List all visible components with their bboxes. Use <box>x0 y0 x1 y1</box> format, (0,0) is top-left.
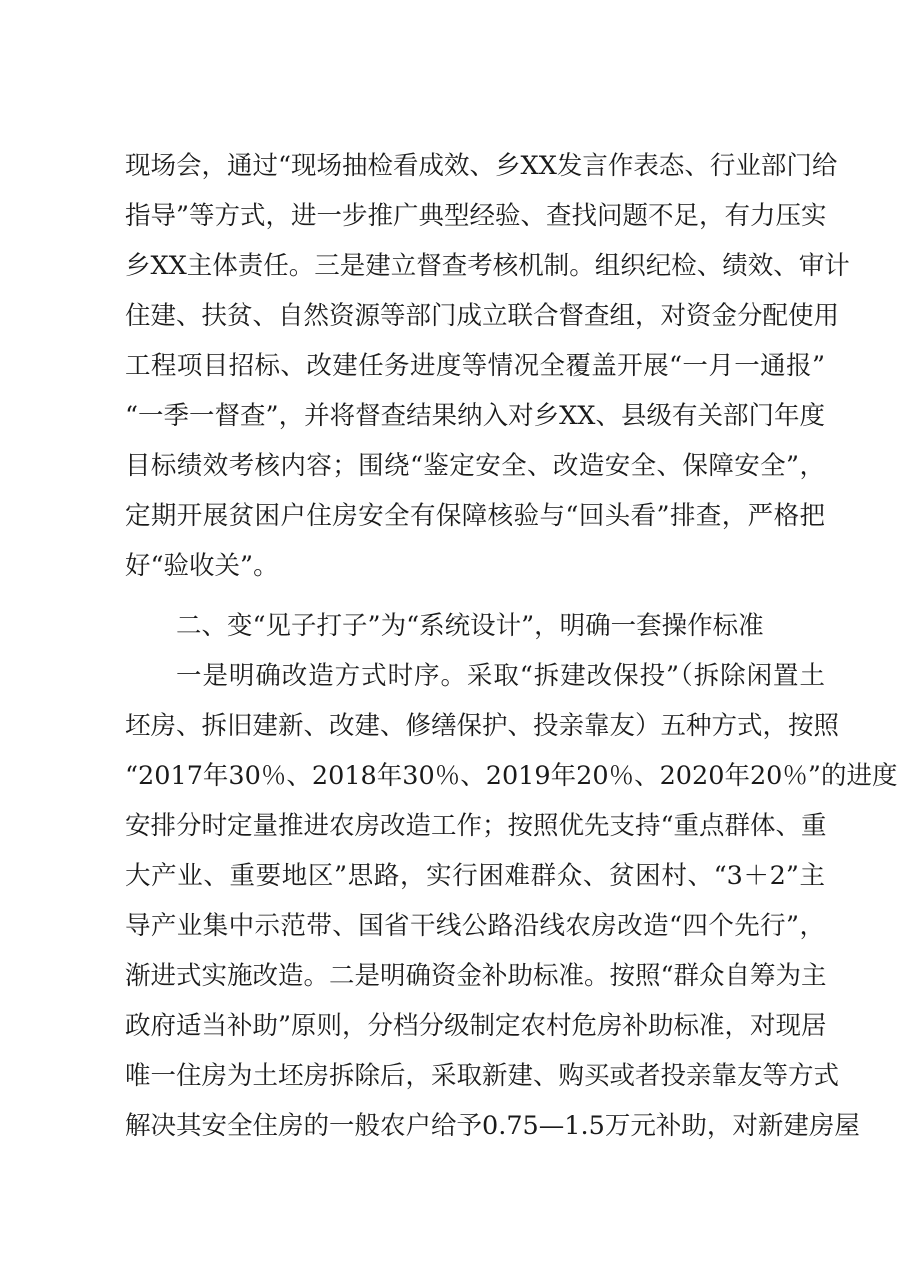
body-line: 导产业集中示范带、国省干线公路沿线农房改造“四个先行”， <box>125 911 825 941</box>
body-line: 定期开展贫困户住房安全有保障核验与“回头看”排查，严格把 <box>125 501 825 531</box>
body-line: “一季一督查”，并将督查结果纳入对乡XX、县级有关部门年度 <box>125 401 825 431</box>
body-line: 唯一住房为土坯房拆除后，采取新建、购买或者投亲靠友等方式 <box>125 1061 840 1091</box>
body-line: 目标绩效考核内容；围绕“鉴定安全、改造安全、保障安全”， <box>125 451 825 481</box>
body-line: 渐进式实施改造。二是明确资金补助标准。按照“群众自筹为主 <box>125 961 827 991</box>
body-line: 工程项目招标、改建任务进度等情况全覆盖开展“一月一通报” <box>125 351 825 381</box>
body-line: 坯房、拆旧建新、改建、修缮保护、投亲靠友）五种方式，按照 <box>125 711 840 741</box>
body-line: 安排分时定量推进农房改造工作；按照优先支持“重点群体、重 <box>125 811 827 841</box>
section-heading: 二、变“见子打子”为“系统设计”，明确一套操作标准 <box>176 611 764 641</box>
body-line: 大产业、重要地区”思路，实行困难群众、贫困村、“3＋2”主 <box>125 861 825 891</box>
document-body <box>125 141 898 1151</box>
body-line: 政府适当补助”原则，分档分级制定农村危房补助标准，对现居 <box>125 1011 827 1041</box>
body-line: 一是明确改造方式时序。采取“拆建改保投”（拆除闲置土 <box>176 661 825 691</box>
body-line: 住建、扶贫、自然资源等部门成立联合督查组，对资金分配使用 <box>125 301 840 331</box>
body-line: 现场会，通过“现场抽检看成效、乡XX发言作表态、行业部门给 <box>125 151 838 181</box>
body-line: “2017年30％、2018年30％、2019年20％、2020年20％”的进度 <box>125 761 898 791</box>
body-line: 解决其安全住房的一般农户给予0.75—1.5万元补助，对新建房屋 <box>125 1111 860 1141</box>
body-line: 好“验收关”。 <box>125 551 279 581</box>
body-line: 乡XX主体责任。三是建立督查考核机制。组织纪检、绩效、审计 <box>125 251 850 281</box>
body-line: 指导”等方式，进一步推广典型经验、查找问题不足，有力压实 <box>125 201 827 231</box>
